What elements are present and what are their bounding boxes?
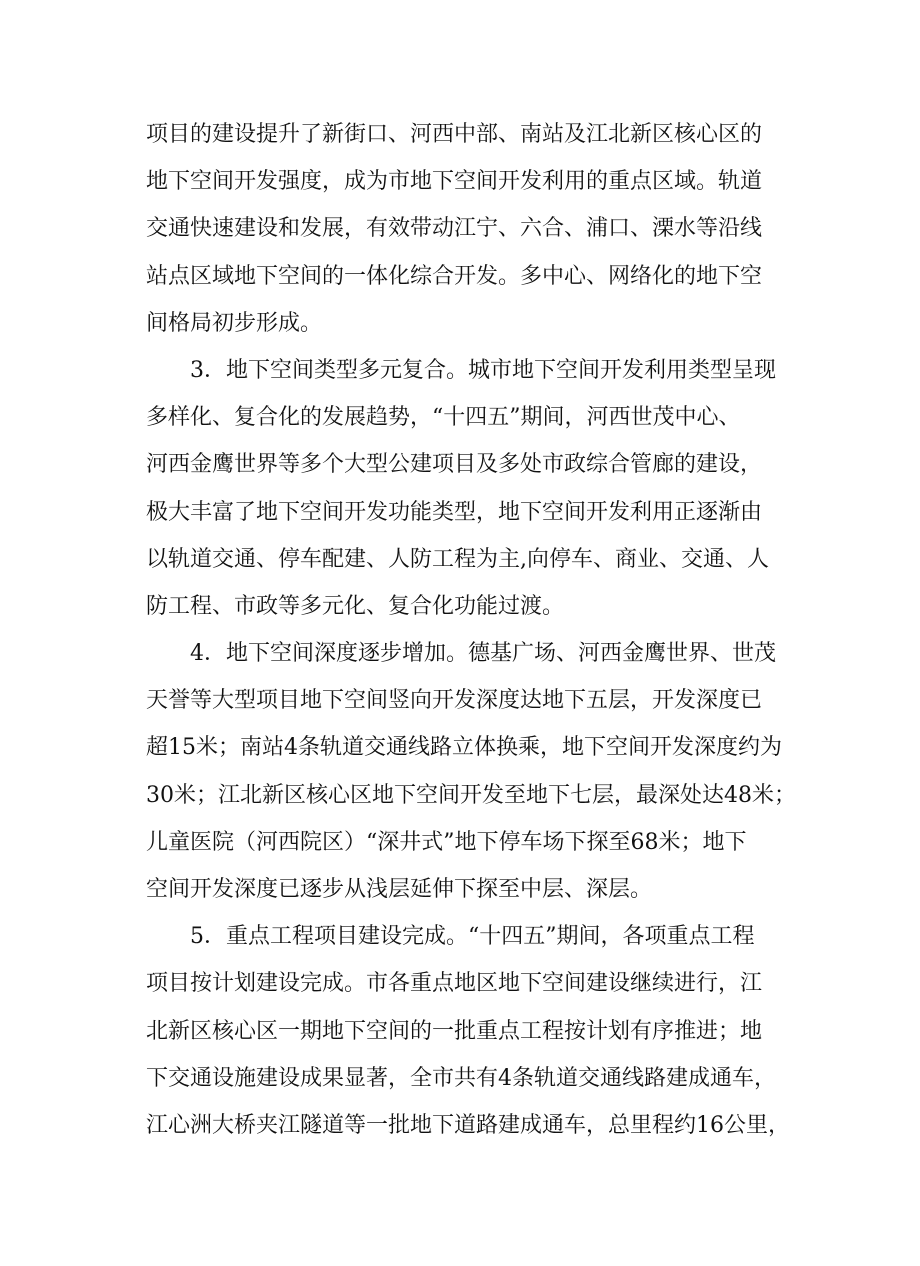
paragraph-4 <box>146 913 790 1149</box>
text-line: 地下空间开发强度，成为市地下空间开发利用的重点区域。轨道 <box>146 169 763 195</box>
text-line: 多样化、复合化的发展趋势，“十四五”期间，河西世茂中心、 <box>146 405 741 431</box>
paragraph-3 <box>146 630 796 913</box>
text-line: 超15米；南站4条轨道交通线路立体换乘，地下空间开发深度约为 <box>146 735 782 761</box>
text-line: 交通快速建设和发展，有效带动江宁、六合、浦口、溧水等沿线 <box>146 216 763 242</box>
text-line: 5．重点工程项目建设完成。“十四五”期间，各项重点工程 <box>146 924 755 950</box>
text-line: 江心洲大桥夹江隧道等一批地下道路建成通车，总里程约16公里， <box>146 1112 790 1138</box>
text-line: 以轨道交通、停车配建、人防工程为主,向停车、商业、交通、人 <box>146 546 769 572</box>
text-line: 站点区域地下空间的一体化综合开发。多中心、网络化的地下空 <box>146 263 763 289</box>
text-line: 北新区核心区一期地下空间的一批重点工程按计划有序推进；地 <box>146 1018 763 1044</box>
text-line: 4．地下空间深度逐步增加。德基广场、河西金鹰世界、世茂 <box>146 641 776 667</box>
text-line: 极大丰富了地下空间开发功能类型，地下空间开发利用正逐渐由 <box>146 499 763 525</box>
text-line: 防工程、市政等多元化、复合化功能过渡。 <box>146 593 565 619</box>
text-line: 项目的建设提升了新街口、河西中部、南站及江北新区核心区的 <box>146 122 763 147</box>
paragraph-2 <box>146 347 786 630</box>
text-line: 间格局初步形成。 <box>146 310 323 336</box>
text-line: 30米；江北新区核心区地下空间开发至地下七层，最深处达48米； <box>146 782 796 808</box>
document-body <box>146 111 796 1149</box>
text-line: 下交通设施建设成果显著，全市共有4条轨道交通线路建成通车， <box>146 1065 776 1091</box>
text-line: 项目按计划建设完成。市各重点地区地下空间建设继续进行，江 <box>146 971 763 997</box>
text-line: 天誉等大型项目地下空间竖向开发深度达地下五层，开发深度已 <box>146 688 763 714</box>
text-line: 3．地下空间类型多元复合。城市地下空间开发利用类型呈现 <box>146 357 776 383</box>
text-line: 河西金鹰世界等多个大型公建项目及多处市政综合管廊的建设， <box>146 452 763 478</box>
text-line: 空间开发深度已逐步从浅层延伸下探至中层、深层。 <box>146 877 653 902</box>
text-line: 儿童医院（河西院区）“深井式”地下停车场下探至68米；地下 <box>146 829 747 855</box>
paragraph-1 <box>146 111 786 347</box>
